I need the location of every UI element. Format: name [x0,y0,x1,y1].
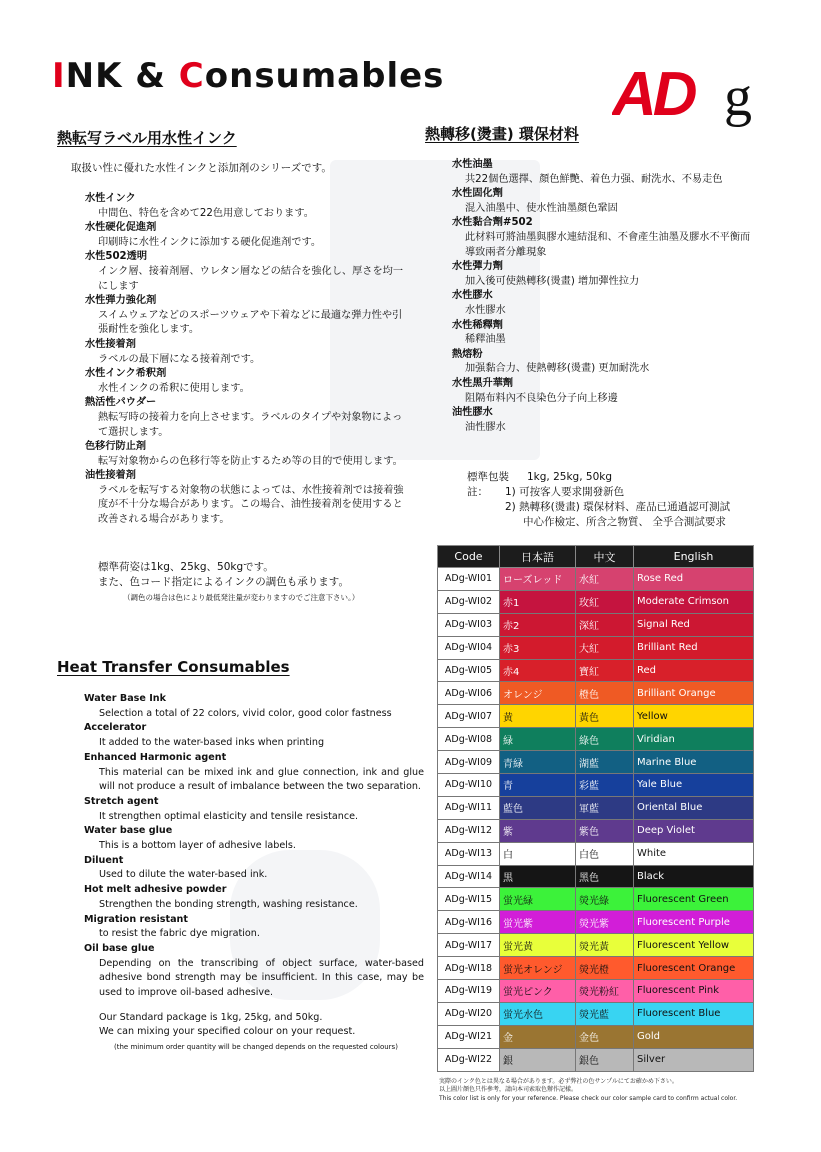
color-name-cn-cell: 熒光橙 [576,957,634,980]
list-item [84,854,424,883]
table-row [438,659,754,682]
table-row [438,590,754,613]
item-desc: This material can be mixed ink and glue connection, ink and glue will not produce a result of imbalance between the two separation. [99,766,424,793]
list-item [85,469,405,527]
jp-colour-request: また、色コード指定によるインクの調色も承ります。 [98,576,349,588]
color-name-cn-cell: 金色 [576,1025,634,1048]
list-item [85,192,405,221]
color-name-jp-cell: 蛍光水色 [500,1002,576,1025]
en-product-list [84,692,424,1055]
table-row [438,796,754,819]
color-name-jp-cell: 赤3 [500,636,576,659]
color-code-cell: ADg-WI01 [438,568,500,591]
color-name-en-cell: Deep Violet [634,819,754,842]
table-row [438,842,754,865]
color-code-cell: ADg-WI07 [438,705,500,728]
color-name-en-cell: Fluorescent Pink [634,980,754,1003]
list-item [84,692,424,721]
item-desc: ラベルの最下層になる接着剤です。 [98,353,261,365]
color-name-jp-cell: 金 [500,1025,576,1048]
table-header-row [438,546,754,568]
color-name-en-cell: Viridian [634,728,754,751]
color-code-cell: ADg-WI14 [438,865,500,888]
color-name-jp-cell: 赤4 [500,659,576,682]
item-name: 水性黏合劑#502 [452,217,533,229]
color-name-jp-cell: 蛍光黄 [500,934,576,957]
color-code-cell: ADg-WI09 [438,751,500,774]
color-name-en-cell: Oriental Blue [634,796,754,819]
logo-text-g: g [724,66,752,128]
item-name: Accelerator [84,722,147,734]
list-item [452,289,752,318]
color-code-cell: ADg-WI19 [438,980,500,1003]
list-item [84,824,424,853]
list-item [452,158,752,187]
color-code-cell: ADg-WI20 [438,1002,500,1025]
color-code-cell: ADg-WI02 [438,590,500,613]
color-name-jp-cell: 銀 [500,1048,576,1071]
list-item [452,260,752,289]
item-name: 水性彈力劑 [452,261,503,273]
color-name-en-cell: Red [634,659,754,682]
color-name-jp-cell: 赤2 [500,613,576,636]
table-row [438,865,754,888]
item-desc: 熱転写時の接着力を向上させます。ラベルのタイプや対象物によって選択します。 [98,411,403,438]
en-package: Our Standard package is 1kg, 25kg, and 50kg. [99,1011,323,1023]
item-desc: Selection a total of 22 colors, vivid color, good color fastness [99,707,392,719]
color-name-jp-cell: 藍色 [500,796,576,819]
color-name-cn-cell: 黃色 [576,705,634,728]
jp-intro: 取扱い性に優れた水性インクと添加剤のシリーズです。 [71,162,332,174]
color-name-jp-cell: 蛍光紫 [500,911,576,934]
list-item [85,396,405,440]
color-name-cn-cell: 深紅 [576,613,634,636]
item-desc: Depending on the transcribing of object surface, water-based adhesive bond strength may be insufficient. In this case, may be used to improve oil-based adhesive. [99,957,424,999]
table-row [438,911,754,934]
item-name: Hot melt adhesive powder [84,884,227,896]
item-name: 熱熔粉 [452,348,483,360]
item-desc: インク層、接着剤層、ウレタン層などの結合を強化し、厚さを均一にします [98,265,404,292]
item-desc: This is a bottom layer of adhesive labels. [99,840,296,852]
en-colour-request: We can mixing your specified colour on your request. [99,1026,356,1038]
color-name-jp-cell: 蛍光ピンク [500,980,576,1003]
item-desc: Strengthen the bonding strength, washing resistance. [99,898,358,910]
jp-note: （調色の場合は色により最低発注量が変わりますのでご注意下さい。） [123,593,360,602]
color-name-cn-cell: 大紅 [576,636,634,659]
item-name: 水性固化劑 [452,188,503,200]
color-name-cn-cell: 白色 [576,842,634,865]
color-code-cell: ADg-WI08 [438,728,500,751]
jp-package: 標準荷姿は1kg、25kg、50kgです。 [98,561,274,573]
color-name-en-cell: Brilliant Red [634,636,754,659]
title-initial-c: C [178,56,205,96]
footnote-en: This color list is only for your reference. Please check our color sample card to confirm actual color. [439,1094,738,1102]
color-footnote [439,1078,737,1103]
color-name-jp-cell: オレンジ [500,682,576,705]
list-item [85,338,405,367]
table-row [438,957,754,980]
jp-package-info [98,560,359,605]
footnote-jp: 実際のインク色とは異なる場合があります。必ず弊社の色サンプルにてお確かめ下さい。 [439,1078,678,1085]
item-desc: to resist the fabric dye migration. [99,928,260,940]
adg-logo [612,60,772,130]
table-row [438,682,754,705]
color-name-jp-cell: 青緑 [500,751,576,774]
color-name-cn-cell: 熒光藍 [576,1002,634,1025]
list-item [452,319,752,348]
item-name: 熱活性パウダー [85,397,157,409]
item-name: Enhanced Harmonic agent [84,751,227,763]
title-part-1: NK & [65,56,179,96]
color-name-cn-cell: 熒光粉紅 [576,980,634,1003]
item-desc: スイムウェアなどのスポーツウェアや下着などに最適な弾力性や引張耐性を強化します。 [98,309,403,336]
color-name-en-cell: Yale Blue [634,774,754,797]
table-row [438,568,754,591]
list-item [85,250,405,294]
color-name-en-cell: Rose Red [634,568,754,591]
item-name: 水性弾力強化剤 [85,295,157,307]
item-desc: 加强黏合力、使熱轉移(燙畫) 更加耐洗水 [465,363,650,375]
item-name: 水性インク [85,193,136,204]
list-item [452,377,752,406]
list-item [84,751,424,795]
cn-package-info [452,470,730,530]
color-name-cn-cell: 紫色 [576,819,634,842]
item-name: Oil base glue [84,942,155,954]
color-code-cell: ADg-WI13 [438,842,500,865]
color-code-cell: ADg-WI11 [438,796,500,819]
table-row [438,1048,754,1071]
item-desc: Used to dilute the water-based ink. [99,869,268,881]
cn-note-2a: 2) 熱轉移(燙畫) 環保材料、產品已通過認可測試 [505,501,731,513]
title-initial-i: I [52,56,66,96]
color-name-jp-cell: 緑 [500,728,576,751]
color-name-jp-cell: 黄 [500,705,576,728]
list-item [452,187,752,216]
list-item [84,883,424,912]
table-row [438,888,754,911]
color-code-cell: ADg-WI04 [438,636,500,659]
table-row [438,1002,754,1025]
color-name-jp-cell: ローズレッド [500,568,576,591]
list-item [84,795,424,824]
list-item [452,348,752,377]
list-item [85,440,405,469]
item-name: 水性502透明 [85,251,148,263]
cn-package-label: 標準包裝 [467,471,509,483]
table-row [438,751,754,774]
item-name: 水性油墨 [452,159,493,170]
color-code-cell: ADg-WI10 [438,774,500,797]
color-code-cell: ADg-WI18 [438,957,500,980]
item-desc: 中間色、特色を含めて22色用意しております。 [98,207,314,219]
color-name-cn-cell: 彩藍 [576,774,634,797]
item-desc: It strengthen optimal elasticity and tensile resistance. [99,810,359,822]
item-desc: ラベルを転写する対象物の状態によっては、水性接着剤では接着強度が不十分な場合があります。この場合、油性接着剤を使用すると改善される場合があります。 [98,484,404,526]
item-name: Migration resistant [84,913,188,925]
item-name: Water base glue [84,825,173,837]
list-item [84,942,424,1001]
cn-note-label: 註： [467,486,488,498]
color-name-cn-cell: 熒光黃 [576,934,634,957]
color-code-cell: ADg-WI06 [438,682,500,705]
item-desc: 此材料可將油墨與膠水連結混和、不會產生油墨及膠水不平衡而導致兩者分離現象 [465,231,751,258]
item-desc: 油性膠水 [465,421,506,433]
color-name-en-cell: Fluorescent Green [634,888,754,911]
color-code-cell: ADg-WI22 [438,1048,500,1071]
color-table-body [438,568,754,1072]
table-row [438,613,754,636]
item-name: 水性膠水 [452,290,493,302]
column-header-chinese: 中文 [576,546,634,568]
list-item [85,221,405,250]
color-name-cn-cell: 黑色 [576,865,634,888]
column-header-code: Code [438,546,500,568]
color-name-jp-cell: 蛍光緑 [500,888,576,911]
color-name-cn-cell: 湖藍 [576,751,634,774]
page-title [52,56,444,96]
table-row [438,1025,754,1048]
cn-heading: 熱轉移(燙畫) 環保材料 [425,125,579,143]
column-header-japanese: 日本語 [500,546,576,568]
cn-note-1: 1) 可按客人要求開發新色 [505,486,625,498]
table-row [438,636,754,659]
color-name-en-cell: Fluorescent Orange [634,957,754,980]
color-name-cn-cell: 水紅 [576,568,634,591]
table-row [438,705,754,728]
color-name-en-cell: Yellow [634,705,754,728]
table-row [438,819,754,842]
color-code-cell: ADg-WI15 [438,888,500,911]
color-name-jp-cell: 白 [500,842,576,865]
color-name-en-cell: White [634,842,754,865]
color-code-cell: ADg-WI16 [438,911,500,934]
color-name-en-cell: Fluorescent Yellow [634,934,754,957]
color-code-cell: ADg-WI03 [438,613,500,636]
color-name-cn-cell: 綠色 [576,728,634,751]
item-desc: 共22個色選擇、顏色鮮艷、着色力强、耐洗水、不易走色 [465,173,723,185]
table-row [438,934,754,957]
color-name-en-cell: Gold [634,1025,754,1048]
color-name-jp-cell: 蛍光オレンジ [500,957,576,980]
list-item [452,216,752,260]
item-name: Diluent [84,854,124,866]
item-name: 水性インク希釈剤 [85,368,167,380]
color-name-jp-cell: 青 [500,774,576,797]
en-heading: Heat Transfer Consumables [57,658,290,676]
color-name-en-cell: Silver [634,1048,754,1071]
table-row [438,728,754,751]
cn-note-2b: 中心作檢定、所含之物質、 全乎合測試要求 [523,516,726,528]
table-row [438,980,754,1003]
list-item [84,721,424,750]
cn-package-value: 1kg, 25kg, 50kg [527,471,612,483]
item-desc: 印刷時に水性インクに添加する硬化促進剤です。 [98,236,322,248]
color-name-en-cell: Black [634,865,754,888]
list-item [84,913,424,942]
color-name-jp-cell: 赤1 [500,590,576,613]
color-name-cn-cell: 寶紅 [576,659,634,682]
ink-color-table [437,545,754,1072]
item-desc: 水性膠水 [465,304,506,316]
color-name-cn-cell: 玫紅 [576,590,634,613]
color-name-cn-cell: 熒光綠 [576,888,634,911]
item-desc: 水性インクの希釈に使用します。 [98,382,250,394]
jp-product-list [85,192,405,528]
color-code-cell: ADg-WI21 [438,1025,500,1048]
item-desc: 加入後可使熱轉移(燙畫) 增加彈性拉力 [465,275,640,287]
logo-text-ad: AD [612,60,694,129]
cn-product-list [452,158,752,435]
list-item [85,367,405,396]
color-name-en-cell: Brilliant Orange [634,682,754,705]
item-name: 色移行防止剤 [85,441,147,453]
item-desc: 阻隔布料內不良染色分子向上移邊 [465,392,618,404]
item-name: 油性接着剤 [85,470,136,482]
color-name-cn-cell: 熒光紫 [576,911,634,934]
item-desc: 転写対象物からの色移行等を防止するため等の目的で使用します。 [98,455,403,467]
table-row [438,774,754,797]
item-name: 水性稀釋劑 [452,319,503,331]
color-code-cell: ADg-WI12 [438,819,500,842]
list-item [85,294,405,338]
item-name: 水性硬化促進剤 [85,222,157,234]
item-desc: 稀釋油墨 [465,334,506,346]
color-code-cell: ADg-WI05 [438,659,500,682]
color-code-cell: ADg-WI17 [438,934,500,957]
en-note: (the minimum order quantity will be changed depends on the requested colours) [114,1043,398,1052]
item-name: Water Base Ink [84,693,167,704]
footnote-cn: 以上圖片顏色只作參考，請向本司索取色辦作記樣。 [439,1086,578,1094]
item-desc: It added to the water-based inks when printing [99,737,325,749]
item-name: 水性接着剤 [85,338,136,350]
color-name-cn-cell: 軍藍 [576,796,634,819]
color-name-en-cell: Fluorescent Purple [634,911,754,934]
color-name-en-cell: Fluorescent Blue [634,1002,754,1025]
title-part-2: onsumables [204,56,445,96]
color-name-en-cell: Marine Blue [634,751,754,774]
color-name-jp-cell: 黒 [500,865,576,888]
item-name: 水性黑升華劑 [452,377,514,389]
item-name: Stretch agent [84,795,159,807]
color-name-en-cell: Signal Red [634,613,754,636]
color-name-cn-cell: 銀色 [576,1048,634,1071]
color-name-jp-cell: 紫 [500,819,576,842]
jp-heading: 熱転写ラベル用水性インク [57,129,237,147]
item-name: 油性膠水 [452,407,493,419]
color-name-cn-cell: 橙色 [576,682,634,705]
color-name-en-cell: Moderate Crimson [634,590,754,613]
item-desc: 混入油墨中、使水性油墨顏色鞏固 [465,202,618,214]
column-header-english: English [634,546,754,568]
list-item [452,406,752,435]
